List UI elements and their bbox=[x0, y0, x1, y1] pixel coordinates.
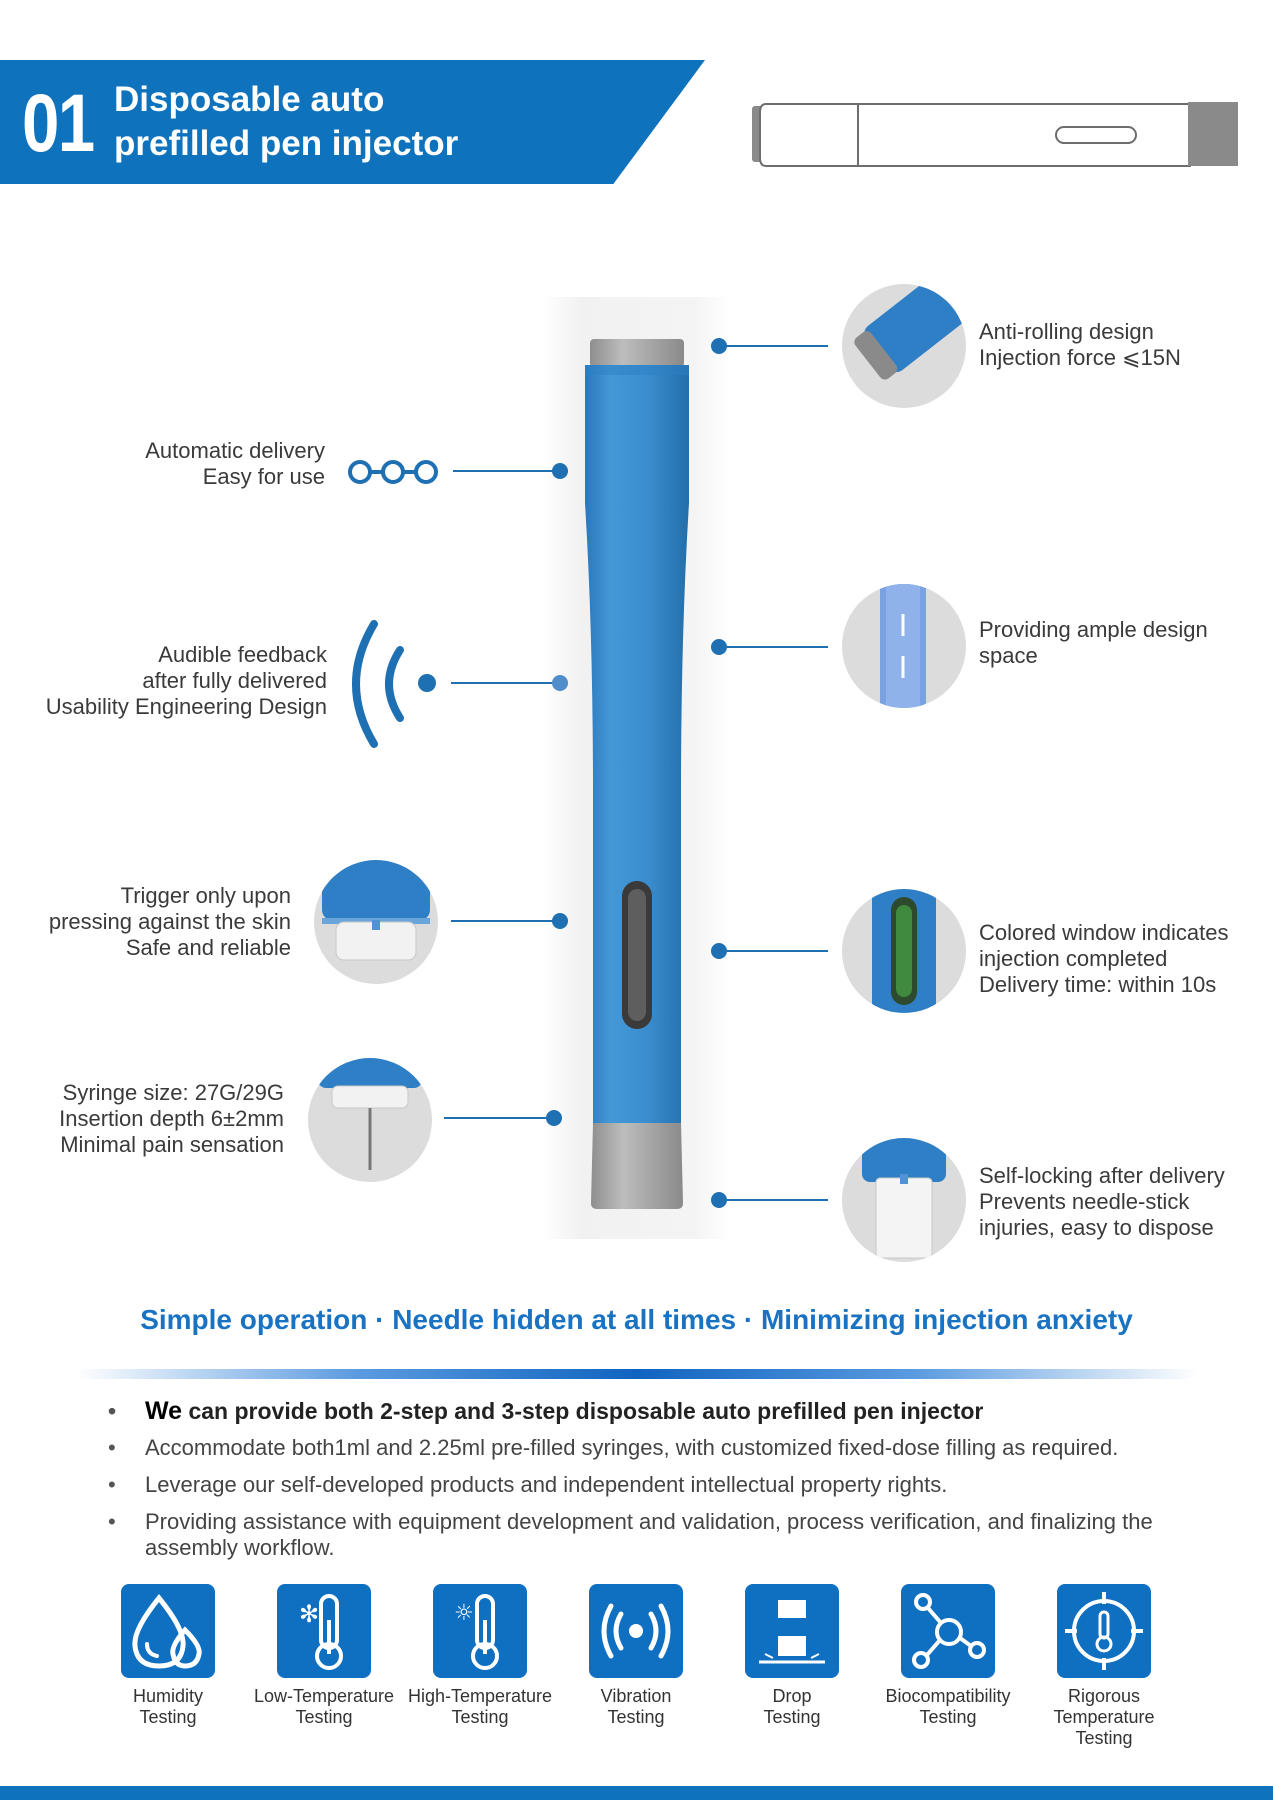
high-temperature-icon bbox=[433, 1584, 527, 1678]
svg-text:✻: ✻ bbox=[299, 1600, 320, 1628]
window-thumbnail bbox=[842, 889, 966, 1013]
vibration-icon bbox=[589, 1584, 683, 1678]
sound-waves-icon bbox=[338, 620, 438, 748]
list-item: • Leverage our self-developed products and independent intellectual property rights. bbox=[108, 1472, 1218, 1498]
feature-audible-feedback: Audible feedback after fully delivered Usability Engineering Design bbox=[45, 642, 327, 719]
leader-dot bbox=[552, 913, 568, 929]
test-label: Drop Testing bbox=[763, 1686, 821, 1727]
biocompatibility-icon bbox=[901, 1584, 995, 1678]
leader-line bbox=[451, 682, 559, 684]
page-title bbox=[114, 78, 458, 166]
pen-injector-illustration bbox=[575, 333, 699, 1213]
feature-design-space: Providing ample design space bbox=[979, 617, 1208, 668]
drop-test-icon bbox=[745, 1584, 839, 1678]
section-number: 01 bbox=[22, 78, 94, 169]
svg-text:☼: ☼ bbox=[454, 1601, 474, 1626]
feature-trigger: Trigger only upon pressing against the skin Safe and reliable bbox=[48, 883, 291, 960]
leader-line bbox=[718, 1199, 828, 1201]
test-label: Humidity Testing bbox=[132, 1686, 203, 1727]
leader-line bbox=[718, 345, 828, 347]
leader-line bbox=[451, 920, 559, 922]
feature-colored-window: Colored window indicates injection completed Delivery time: within 10s bbox=[979, 920, 1229, 997]
capability-list bbox=[108, 1398, 1218, 1572]
leader-line bbox=[718, 646, 828, 648]
test-label: Biocompatibility Testing bbox=[885, 1686, 1011, 1727]
pen-cap-thumbnail bbox=[842, 284, 966, 408]
leader-line bbox=[444, 1117, 554, 1119]
gradient-divider bbox=[76, 1369, 1198, 1379]
needle-thumbnail bbox=[308, 1058, 432, 1182]
label-area-thumbnail bbox=[842, 584, 966, 708]
horizontal-pen-illustration bbox=[750, 100, 1244, 170]
pen-tip-thumbnail bbox=[314, 860, 438, 984]
humidity-icon bbox=[121, 1584, 215, 1678]
test-label: High-Temperature Testing bbox=[407, 1686, 553, 1727]
feature-syringe-size: Syringe size: 27G/29G Insertion depth 6±2mm Minimal pain sensation bbox=[59, 1080, 284, 1157]
slogan: Simple operation · Needle hidden at all times · Minimizing injection anxiety bbox=[140, 1304, 1133, 1335]
list-item: • Providing assistance with equipment development and validation, process verification, and finalizing the assembly workflow. bbox=[108, 1509, 1218, 1561]
list-item bbox=[108, 1398, 1218, 1424]
feature-automatic-delivery: Automatic delivery Easy for use bbox=[145, 438, 325, 489]
footer-bar bbox=[0, 1786, 1273, 1800]
list-item: • Accommodate both1ml and 2.25ml pre-filled syringes, with customized fixed-dose filling as required. bbox=[108, 1435, 1218, 1461]
feature-self-locking: Self-locking after delivery Prevents needle-stick injuries, easy to dispose bbox=[979, 1163, 1225, 1240]
rigorous-temperature-icon bbox=[1057, 1584, 1151, 1678]
low-temperature-icon bbox=[277, 1584, 371, 1678]
test-label: Vibration Testing bbox=[600, 1686, 672, 1727]
leader-line bbox=[453, 470, 559, 472]
three-circles-icon bbox=[347, 458, 441, 486]
leader-dot bbox=[552, 463, 568, 479]
test-label: Rigorous Temperature Testing bbox=[1053, 1686, 1155, 1748]
bullet-lead-word: We bbox=[145, 1397, 183, 1425]
locked-shield-thumbnail bbox=[842, 1138, 966, 1262]
leader-line bbox=[718, 950, 828, 952]
test-label: Low-Temperature Testing bbox=[253, 1686, 395, 1727]
page-title-line2: prefilled pen injector bbox=[114, 124, 459, 163]
leader-dot bbox=[546, 1110, 562, 1126]
leader-dot bbox=[552, 675, 568, 691]
page-title-line1: Disposable auto bbox=[114, 80, 385, 119]
feature-anti-rolling: Anti-rolling design Injection force ⩽15N bbox=[979, 319, 1181, 370]
bullet-lead-text: can provide both 2-step and 3-step disposable auto prefilled pen injector bbox=[188, 1398, 984, 1424]
